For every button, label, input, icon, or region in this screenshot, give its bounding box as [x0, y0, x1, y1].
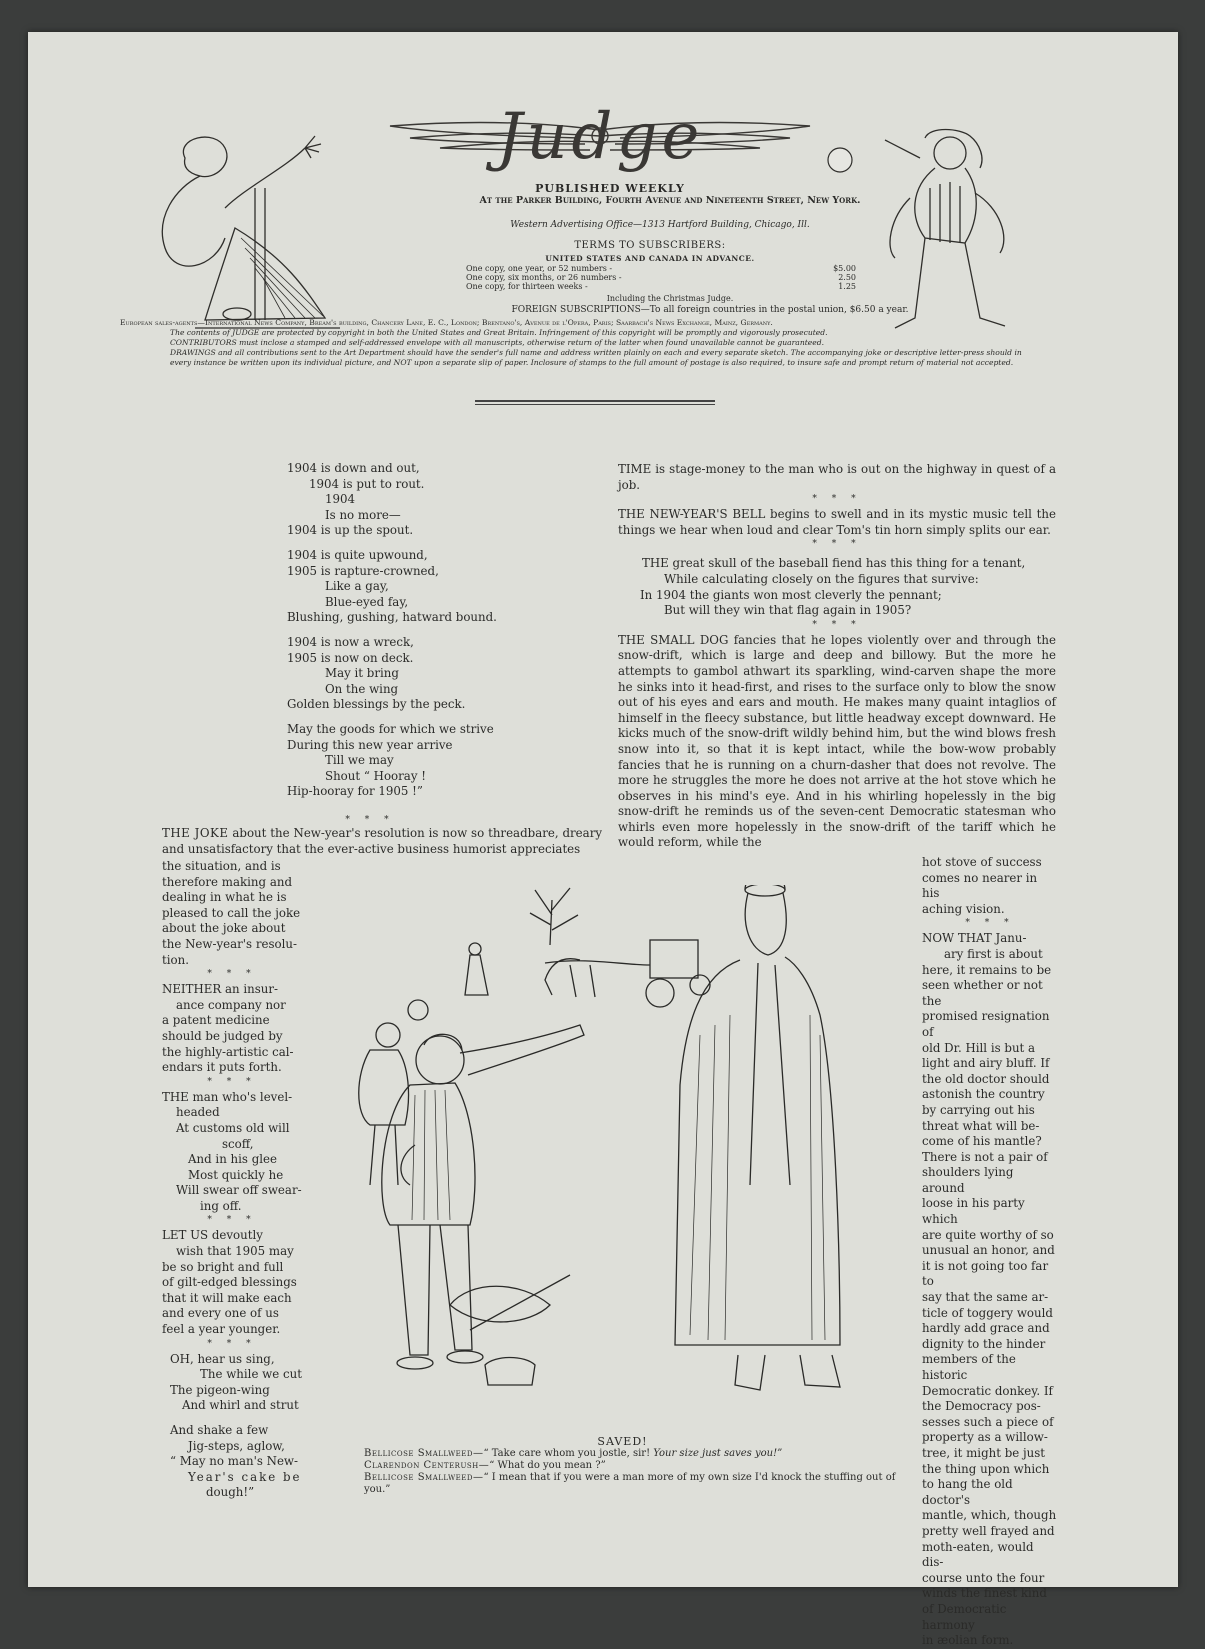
price-amount: $5.00: [833, 264, 856, 273]
poem-line: On the wing: [325, 681, 399, 696]
verse-line: But will they win that flag again in 1905?: [664, 603, 912, 618]
text-line: the Democracy pos-: [922, 1399, 1041, 1414]
text-line: astonish the country: [922, 1087, 1045, 1102]
new-year-poem: [287, 452, 577, 809]
text-line: The pigeon-wing: [170, 1382, 270, 1397]
text-line: should be judged by: [162, 1028, 283, 1043]
masthead-title: Judge: [496, 100, 704, 174]
text-line: tion.: [162, 952, 189, 967]
poem-line: Blue-eyed fay,: [325, 594, 409, 609]
joke-top-text: about the New-year's resolution is now so threadbare, dreary and unsatisfactory that the ever-active business humorist appreciates: [162, 826, 602, 856]
speaker-label: Clarendon Centerush—: [364, 1460, 490, 1471]
poem-line: Golden blessings by the peck.: [287, 697, 466, 712]
text-line: a patent medicine: [162, 1013, 270, 1028]
text-line: property as a willow-: [922, 1430, 1048, 1445]
speaker-label: Bellicose Smallweed—: [364, 1472, 484, 1483]
christmas-note: Including the Christmas Judge.: [606, 294, 734, 303]
poem-line: During this new year arrive: [287, 737, 453, 752]
text-line: headed: [176, 1105, 220, 1120]
text-line: by carrying out his: [922, 1102, 1035, 1117]
separator-stars: * * *: [812, 494, 862, 505]
poem-line: 1904: [325, 492, 356, 507]
text-line: and every one of us: [162, 1306, 279, 1321]
cartoon-title: SAVED!: [597, 1435, 648, 1448]
text-line: the highly-artistic cal-: [162, 1044, 294, 1059]
text-line: THE man who's level-: [162, 1089, 293, 1104]
price-label: One copy, one year, or 52 numbers -: [466, 264, 613, 273]
joke-paragraph: [162, 826, 602, 857]
text-line: come of his mantle?: [922, 1134, 1042, 1149]
text-line: Will swear off swear-: [176, 1183, 302, 1198]
verse-line: THE great skull of the baseball fiend has this thing for a tenant,: [642, 556, 1026, 571]
text-line: of gilt-edged blessings: [162, 1275, 297, 1290]
text-line: the New-year's resolu-: [162, 936, 297, 951]
saved-cartoon-illustration: [320, 885, 915, 1430]
terms-region: UNITED STATES AND CANADA IN ADVANCE.: [545, 254, 755, 263]
text-line: The while we cut: [200, 1367, 302, 1382]
text-line: are quite worthy of so: [922, 1227, 1054, 1242]
woman-illustration: [145, 128, 355, 338]
western-office: Western Advertising Office—1313 Hartford Building, Chicago, Ill.: [510, 220, 810, 230]
text-line: unusual an honor, and: [922, 1243, 1055, 1258]
price-amount: 1.25: [838, 282, 856, 291]
text-line: pretty well frayed and: [922, 1523, 1055, 1538]
contributors-notice: CONTRIBUTORS must inclose a stamped and self-addressed envelope with all manuscripts, otherwise return of the latter when found unavailable cannot be guaranteed.: [170, 338, 825, 347]
cartoon-caption: [340, 1436, 905, 1496]
poem-line: 1904 is down and out,: [287, 461, 420, 475]
separator-stars: * * *: [965, 918, 1015, 929]
poem-line: Is no more—: [325, 507, 401, 522]
separator-stars: * * *: [345, 815, 395, 825]
text-line: NEITHER an insur-: [162, 982, 279, 997]
poem-line: Blushing, gushing, hatward bound.: [287, 610, 497, 625]
text-line: comes no nearer in his: [922, 870, 1038, 901]
text-line: the thing upon which: [922, 1461, 1050, 1476]
text-line: ticle of toggery would: [922, 1305, 1053, 1320]
poem-line: 1905 is rapture-crowned,: [287, 563, 439, 578]
separator-stars: * * *: [207, 969, 257, 980]
poem-line: Like a gay,: [325, 579, 389, 594]
text-line: aching vision.: [922, 901, 1005, 916]
text-line: feel a year younger.: [162, 1322, 281, 1337]
price-label: One copy, six months, or 26 numbers -: [466, 273, 622, 282]
text-line: dough!”: [206, 1485, 255, 1500]
text-line: about the joke about: [162, 921, 286, 936]
text-line: wish that 1905 may: [176, 1244, 294, 1259]
separator-stars: * * *: [812, 539, 862, 550]
poem-line: Till we may: [325, 753, 394, 768]
price-table: [466, 264, 856, 291]
verse-line: In 1904 the giants won most cleverly the pennant;: [640, 587, 942, 602]
text-line: seen whether or not the: [922, 978, 1043, 1008]
text-line: endars it puts forth.: [162, 1060, 282, 1075]
right-column: [618, 462, 1056, 851]
text-line: pleased to call the joke: [162, 905, 301, 920]
balloon-illustration: [820, 140, 860, 180]
copyright-notice: The contents of JUDGE are protected by copyright in both the United States and Great Britain. Infringement of this copyright will be promptly and vigorously prosecuted.: [170, 328, 828, 337]
text-line: say that the same ar-: [922, 1290, 1049, 1305]
text-line: be so bright and full: [162, 1259, 284, 1274]
text-line: that it will make each: [162, 1290, 292, 1305]
skull-verse: [618, 552, 1056, 618]
text-line: Most quickly he: [188, 1167, 284, 1182]
separator-stars: * * *: [207, 1338, 257, 1349]
text-line: mantle, which, though: [922, 1508, 1057, 1523]
poem-line: May the goods for which we strive: [287, 721, 494, 736]
text-line: dealing in what he is: [162, 890, 287, 905]
price-label: One copy, for thirteen weeks -: [466, 282, 588, 291]
poem-line: 1904 is put to rout.: [309, 476, 425, 491]
price-row: [466, 264, 856, 273]
text-line: to hang the old doctor's: [922, 1477, 1013, 1507]
text-line: Year's cake be: [188, 1469, 302, 1484]
text-line: “ May no man's New-: [170, 1454, 299, 1469]
dialogue-italic: Your size just saves you!”: [653, 1448, 783, 1459]
dialogue-line: “ I mean that if you were a man more of my own size I'd knock the stuffing out of you.”: [364, 1472, 896, 1495]
now-that-paragraph: [922, 931, 1058, 1648]
publisher-address: At the Parker Building, Fourth Avenue and Nineteenth Street, New York.: [479, 195, 861, 206]
poem-line: Shout “ Hooray !: [325, 768, 426, 783]
text-line: Democratic donkey. If: [922, 1383, 1053, 1398]
text-line: sesses such a piece of: [922, 1414, 1054, 1429]
separator-stars: * * *: [812, 619, 862, 630]
header-divider: [475, 400, 715, 405]
text-line: hardly add grace and: [922, 1321, 1050, 1336]
text-line: the situation, and is: [162, 859, 281, 873]
speaker-label: Bellicose Smallweed—: [364, 1448, 484, 1459]
left-column: [162, 859, 302, 1501]
text-line: moth-eaten, would dis-: [922, 1539, 1034, 1570]
text-line: And whirl and strut: [182, 1398, 299, 1413]
notices-block: [120, 318, 1040, 368]
text-line: winds the finest kind: [922, 1586, 1047, 1601]
bell-paragraph: THE NEW-YEAR'S BELL begins to swell and in its mystic music tell the things we hear when loud and clear Tom's tin horn simply splits our ear.: [618, 507, 1056, 537]
text-line: tree, it might be just: [922, 1445, 1046, 1460]
poem-line: Hip-hooray for 1905 !”: [287, 784, 423, 799]
text-line: Jig-steps, aglow,: [188, 1438, 285, 1453]
poem-line: 1904 is now a wreck,: [287, 634, 414, 649]
poem-line: 1904 is up the spout.: [287, 523, 414, 538]
text-line: promised resignation of: [922, 1009, 1050, 1039]
text-line: of Democratic harmony: [922, 1601, 1007, 1632]
price-row: [466, 282, 856, 291]
text-line: therefore making and: [162, 874, 293, 889]
text-line: NOW THAT Janu-: [922, 931, 1027, 946]
text-line: old Dr. Hill is but a: [922, 1040, 1036, 1055]
text-line: OH, hear us sing,: [170, 1351, 275, 1366]
terms-heading: TERMS TO SUBSCRIBERS:: [574, 240, 726, 251]
time-paragraph: TIME is stage-money to the man who is out on the highway in quest of a job.: [618, 462, 1056, 492]
sales-agents: European sales-agents—International News Company, Bream's building, Chancery Lane, E. C., London; Brentano's, Avenue de l'Opera, Paris; Saarbach's News Exchange, Mainz, Germany.: [120, 318, 773, 327]
text-line: scoff,: [222, 1136, 254, 1151]
verse-line: While calculating closely on the figures that survive:: [664, 571, 979, 586]
price-amount: 2.50: [838, 273, 856, 282]
price-row: [466, 273, 856, 282]
text-line: ance company nor: [176, 997, 286, 1012]
text-line: light and airy bluff. If: [922, 1056, 1050, 1071]
separator-stars: * * *: [207, 1076, 257, 1087]
joke-lead: THE JOKE: [162, 826, 229, 840]
dialogue-line: “ What do you mean ?”: [489, 1460, 606, 1471]
text-line: ary first is about: [944, 946, 1043, 961]
text-line: dignity to the hinder: [922, 1336, 1046, 1351]
small-dog-paragraph: THE SMALL DOG fancies that he lopes violently over and through the snow-drift, which is large and deep and billowy. But the more he attempts to gambol athwart its sparkling, wind-carven shape the more he sinks into it head-first, and rises to the surface only to blow the snow out of his eyes and ears and mouth. He makes many quaint intaglios of himself in the fleecy substance, but little headway except downward. He kicks much of the snow-drift wildly behind him, but the wind blows fresh snow into it, so that it is kept intact, while the bow-wow probably fancies that he is running on a churn-dasher that does not revolve. The more he struggles the more he does not arrive at the hot stove which he observes in his mind's eye. And in his whirling hopelessly in the big snow-drift he reminds us of the seven-cent Democratic statesman who whirls even more hopelessly in the snow-drift of the tariff which he would reform, while the: [618, 632, 1056, 850]
dialogue-line: “ Take care whom you jostle, sir!: [483, 1448, 651, 1459]
text-line: the old doctor should: [922, 1071, 1050, 1086]
text-line: shoulders lying around: [922, 1165, 1014, 1195]
right-narrow-column: [922, 855, 1058, 1649]
text-line: LET US devoutly: [162, 1228, 263, 1243]
text-line: At customs old will: [176, 1120, 290, 1135]
poem-line: May it bring: [325, 666, 399, 681]
text-line: And in his glee: [188, 1152, 278, 1167]
text-line: course unto the four: [922, 1570, 1045, 1585]
poem-line: 1905 is now on deck.: [287, 650, 414, 665]
text-line: here, it remains to be: [922, 962, 1052, 977]
foreign-subscriptions: FOREIGN SUBSCRIPTIONS—To all foreign countries in the postal union, $6.50 a year.: [511, 305, 909, 315]
text-line: loose in his party which: [922, 1196, 1025, 1227]
text-line: members of the historic: [922, 1352, 1016, 1382]
drawings-notice: DRAWINGS and all contributions sent to the Art Department should have the sender's full name and address written plainly on each and every separate sketch. The accompanying joke or descriptive letter-press should in every instance be written upon its individual picture, and NOT upon a separate slip of paper. Inclosure of stamps to the full amount of postage is also required, to insure safe and prompt return of material not accepted.: [170, 348, 1022, 367]
text-line: hot stove of success: [922, 855, 1042, 869]
text-line: There is not a pair of: [922, 1149, 1048, 1164]
text-line: threat what will be-: [922, 1118, 1040, 1133]
separator-stars: * * *: [207, 1215, 257, 1226]
text-line: in æolian form.: [922, 1633, 1014, 1648]
published-weekly: PUBLISHED WEEKLY: [535, 182, 685, 195]
text-line: And shake a few: [170, 1423, 269, 1437]
poem-line: 1904 is quite upwound,: [287, 547, 428, 562]
text-line: ing off.: [200, 1198, 242, 1213]
text-line: it is not going too far to: [922, 1258, 1049, 1289]
